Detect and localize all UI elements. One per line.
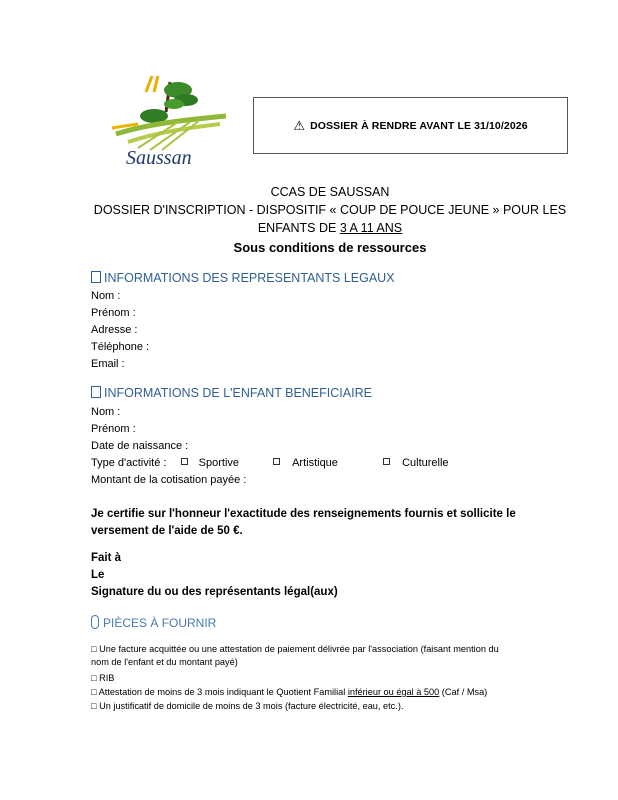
activity-option-culturelle: Culturelle — [383, 457, 449, 469]
piece-item-2: □ RIB — [91, 673, 115, 683]
piece-item-3: □ Attestation de moins de 3 mois indiquant le Quotient Familial inférieur ou égal à 500 (Caf / Msa) — [91, 687, 488, 697]
section-child-heading: INFORMATIONS DE L'ENFANT BENEFICIAIRE — [91, 386, 372, 400]
dossier-subtitle: ENFANTS DE 3 A 11 ANS — [257, 221, 403, 235]
legal-prenom: Prénom : — [91, 307, 136, 319]
saussan-logo — [108, 72, 233, 172]
section-box-icon — [91, 386, 101, 398]
child-prenom: Prénom : — [91, 423, 136, 435]
legal-nom: Nom : — [91, 290, 121, 302]
pieces-heading: PIÈCES À FOURNIR — [91, 615, 216, 630]
date-le: Le — [91, 569, 105, 581]
section-legal-heading: INFORMATIONS DES REPRESENTANTS LEGAUX — [91, 271, 395, 285]
legal-adresse: Adresse : — [91, 324, 138, 336]
activity-row — [91, 457, 239, 469]
checkbox-culturelle[interactable] — [383, 458, 390, 465]
deadline-notice — [253, 97, 568, 154]
activity-option-artistique: Artistique — [273, 457, 338, 469]
legal-email: Email : — [91, 358, 125, 370]
dossier-title: DOSSIER D'INSCRIPTION - DISPOSITIF « COUP DE POUCE JEUNE » POUR LES — [93, 203, 567, 217]
org-title: CCAS DE SAUSSAN — [270, 185, 390, 199]
activity-label: Type d'activité : — [91, 457, 167, 469]
conditions-title: Sous conditions de ressources — [233, 240, 427, 255]
signature-label: Signature du ou des représentants légal(aux) — [91, 586, 338, 598]
child-nom: Nom : — [91, 406, 121, 418]
paperclip-icon — [91, 615, 99, 629]
fee-label: Montant de la cotisation payée : — [91, 474, 247, 486]
fait-a: Fait à — [91, 552, 122, 564]
checkbox-sportive[interactable] — [181, 458, 188, 465]
piece-item-1: □ Une facture acquittée ou une attestation de paiement délivrée par l'association (faisant mention du nom de l'enfant et du montant payé) — [91, 644, 499, 667]
certification-line1: Je certifie sur l'honneur l'exactitude des renseignements fournis et sollicite le — [91, 508, 516, 520]
section-box-icon — [91, 271, 101, 283]
warning-icon: ⚠ — [293, 118, 306, 133]
piece-item-4: □ Un justificatif de domicile de moins de 3 mois (facture électricité, eau, etc.). — [91, 701, 404, 711]
logo-text: Saussan — [126, 147, 192, 169]
deadline-text: DOSSIER À RENDRE AVANT LE 31/10/2026 — [310, 119, 528, 132]
child-birthdate: Date de naissance : — [91, 440, 189, 452]
certification-line2: versement de l'aide de 50 €. — [91, 525, 243, 537]
checkbox-artistique[interactable] — [273, 458, 280, 465]
legal-telephone: Téléphone : — [91, 341, 150, 353]
age-range: 3 A 11 ANS — [339, 221, 403, 235]
option-sportive: Sportive — [198, 457, 240, 469]
